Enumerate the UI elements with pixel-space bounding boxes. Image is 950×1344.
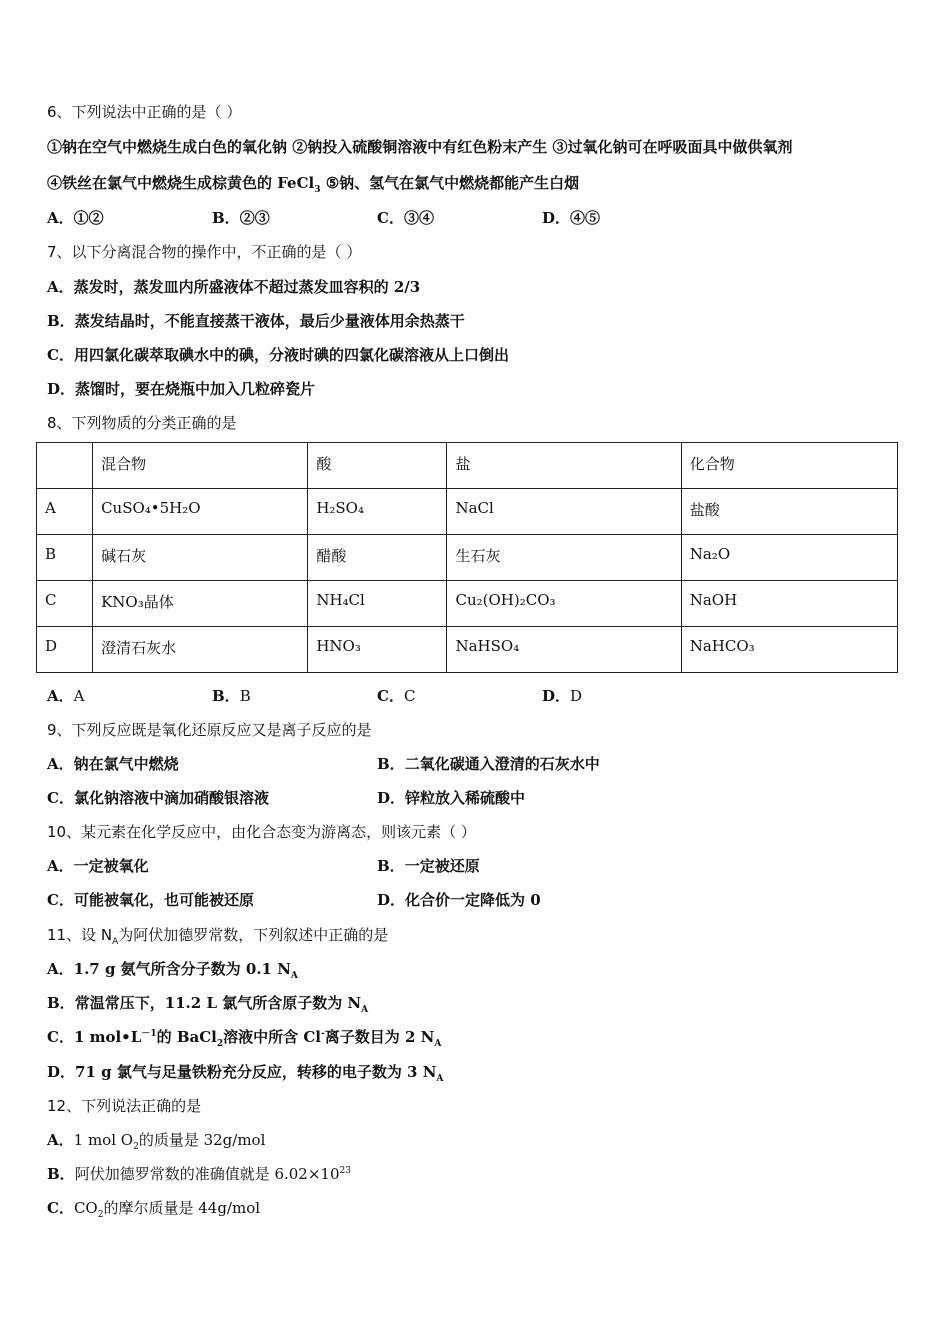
- table-row: [37, 627, 898, 673]
- table-header-row: [37, 443, 898, 489]
- q8-option-d[interactable]: D．D: [542, 687, 583, 705]
- q11-option-b[interactable]: B．常温常压下，11.2 L 氯气所含原子数为 $N_A$: [47, 994, 369, 1015]
- q12-stem: 12、下列说法正确的是: [47, 1097, 202, 1115]
- q11-stem: 11、设 $N_A$为阿伏加德罗常数，下列叙述中正确的是: [47, 926, 389, 947]
- q8-option-b[interactable]: B．B: [212, 687, 251, 705]
- q6-statements-line2: ④铁丝在氯气中燃烧生成棕黄色的 FeCl$_3$ ⑤钠、氢气在氯气中燃烧都能产生白烟: [47, 174, 580, 195]
- q11-option-c[interactable]: C．1 $mol•L^{-1}$的 BaCl$_2$溶液中所含 Cl-离子数目为 2 $N_A$: [47, 1028, 442, 1049]
- q11-option-a[interactable]: A．1.7 g 氨气所含分子数为 0.1 $N_A$: [47, 960, 298, 981]
- table-cell: KNO₃晶体: [93, 581, 308, 627]
- q9-option-c[interactable]: C．氯化钠溶液中滴加硝酸银溶液: [47, 789, 269, 807]
- q7-option-d[interactable]: D．蒸馏时，要在烧瓶中加入几粒碎瓷片: [47, 380, 316, 398]
- q7-stem: 7、以下分离混合物的操作中，不正确的是（ ）: [47, 243, 362, 261]
- q7-option-c[interactable]: C．用四氯化碳萃取碘水中的碘，分液时碘的四氯化碳溶液从上口倒出: [47, 346, 509, 364]
- table-cell: NH₄Cl: [308, 581, 447, 627]
- q9-option-d[interactable]: D．锌粒放入稀硫酸中: [377, 789, 526, 807]
- table-cell: NaHCO₃: [681, 627, 897, 673]
- q11-option-d[interactable]: D．71 g 氯气与足量铁粉充分反应，转移的电子数为 3 $N_A$: [47, 1063, 444, 1084]
- q9-option-b[interactable]: B．二氧化碳通入澄清的石灰水中: [377, 755, 600, 773]
- q6-statements-line1: ①钠在空气中燃烧生成白色的氧化钠 ②钠投入硫酸铜溶液中有红色粉末产生 ③过氧化钠可在呼吸面具中做供氧剂: [47, 138, 793, 156]
- table-header-mixture: 混合物: [93, 443, 308, 489]
- table-cell: 碱石灰: [93, 535, 308, 581]
- q7-option-a[interactable]: A．蒸发时，蒸发皿内所盛液体不超过蒸发皿容积的 2/3: [47, 278, 421, 296]
- table-cell: D: [37, 627, 93, 673]
- q9-stem: 9、下列反应既是氧化还原反应又是离子反应的是: [47, 721, 372, 739]
- table-cell: C: [37, 581, 93, 627]
- table-header-compound: 化合物: [681, 443, 897, 489]
- table-cell: HNO₃: [308, 627, 447, 673]
- q8-stem: 8、下列物质的分类正确的是: [47, 414, 237, 432]
- q8-option-c[interactable]: C．C: [377, 687, 416, 705]
- q6-option-c[interactable]: C．③④: [377, 209, 434, 227]
- q7-option-b[interactable]: B．蒸发结晶时，不能直接蒸干液体，最后少量液体用余热蒸干: [47, 312, 465, 330]
- q10-option-d[interactable]: D．化合价一定降低为 0: [377, 891, 541, 909]
- q10-stem: 10、某元素在化学反应中，由化合态变为游离态，则该元素（ ）: [47, 823, 476, 841]
- table-header-acid: 酸: [308, 443, 447, 489]
- table-cell: A: [37, 489, 93, 535]
- table-cell: CuSO₄•5H₂O: [93, 489, 308, 535]
- q6-option-a[interactable]: A．①②: [47, 209, 104, 227]
- q12-option-b[interactable]: B．阿伏加德罗常数的准确值就是 $6.02\times 10^{23}$: [47, 1165, 351, 1183]
- table-cell: H₂SO₄: [308, 489, 447, 535]
- table-cell: [37, 443, 93, 489]
- q6-option-d[interactable]: D．④⑤: [542, 209, 601, 227]
- table-cell: Cu₂(OH)₂CO₃: [447, 581, 681, 627]
- table-cell: NaOH: [681, 581, 897, 627]
- q12-option-c[interactable]: C．$CO_2$的摩尔质量是 44g/mol: [47, 1199, 261, 1220]
- q6-option-b[interactable]: B．②③: [212, 209, 270, 227]
- table-cell: 醋酸: [308, 535, 447, 581]
- q10-option-a[interactable]: A．一定被氧化: [47, 857, 149, 875]
- q8-classification-table: [36, 442, 898, 673]
- table-row: [37, 581, 898, 627]
- q8-option-a[interactable]: A．A: [47, 687, 85, 705]
- q12-option-a[interactable]: A．1 mol $O_2$的质量是 32g/mol: [47, 1131, 266, 1152]
- table-cell: NaHSO₄: [447, 627, 681, 673]
- table-cell: NaCl: [447, 489, 681, 535]
- q10-option-b[interactable]: B．一定被还原: [377, 857, 480, 875]
- q9-option-a[interactable]: A．钠在氯气中燃烧: [47, 755, 179, 773]
- q10-option-c[interactable]: C．可能被氧化，也可能被还原: [47, 891, 254, 909]
- table-cell: 生石灰: [447, 535, 681, 581]
- table-cell: B: [37, 535, 93, 581]
- q6-stem: 6、下列说法中正确的是（ ）: [47, 103, 242, 121]
- table-header-salt: 盐: [447, 443, 681, 489]
- table-row: [37, 535, 898, 581]
- table-cell: Na₂O: [681, 535, 897, 581]
- table-row: [37, 489, 898, 535]
- table-cell: 盐酸: [681, 489, 897, 535]
- table-cell: 澄清石灰水: [93, 627, 308, 673]
